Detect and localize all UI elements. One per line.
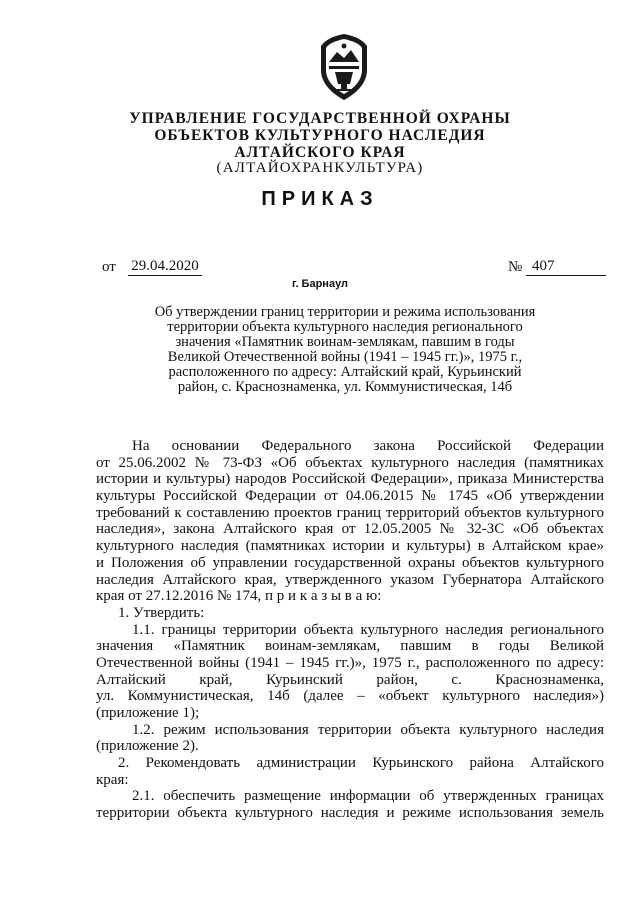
title-line: территории объекта культурного наследия регионального	[167, 319, 523, 335]
body-line: наследия Алтайского края, утвержденного указом Губернатора Алтайского	[96, 571, 604, 588]
body-line: На основании Федерального закона Российской Федерации	[132, 438, 604, 454]
body-line: 1. Утвердить:	[118, 604, 205, 621]
body-line: ул. Коммунистическая, 14б (далее – «объект культурного наследия»)	[96, 688, 604, 705]
title-line: значения «Памятник воинам-землякам, павшим в годы	[175, 334, 515, 350]
body-line: от 25.06.2002 № 73-ФЗ «Об объектах культурного наследия (памятниках	[96, 454, 604, 471]
body-line: Алтайский край, Курьинский район, с. Краснознаменка,	[96, 671, 604, 688]
body-line: Отечественной войны (1941 – 1945 гг.)», 1975 г., расположенного по адресу:	[96, 654, 604, 671]
document-title	[140, 305, 550, 395]
number-prefix: №	[508, 259, 523, 275]
body-line: истории и культуры) народов Российской Федерации», приказа Министерства	[96, 471, 604, 488]
org-name-line-1: УПРАВЛЕНИЕ ГОСУДАРСТВЕННОЙ ОХРАНЫ	[129, 110, 511, 127]
document-date: 29.04.2020	[128, 259, 202, 276]
org-name-line-3: АЛТАЙСКОГО КРАЯ	[234, 144, 406, 161]
coat-of-arms-icon	[313, 32, 375, 102]
org-short-name: (АЛТАЙОХРАНКУЛЬТУРА)	[216, 160, 424, 176]
body-line: наследия», закона Алтайского края от 12.05.2005 № 32-ЗС «Об объектах	[96, 521, 604, 538]
body-line: 1.2. режим использования территории объекта культурного наследия	[132, 721, 604, 738]
body-line: 1.1. границы территории объекта культурного наследия регионального	[132, 621, 604, 638]
title-line: Великой Отечественной войны (1941 – 1945 гг.)», 1975 г.,	[167, 349, 523, 365]
body-line: и Положения об управлении государственной охраны объектов культурного	[96, 554, 604, 571]
body-line: (приложение 1);	[96, 705, 200, 721]
document-type: ПРИКАЗ	[261, 188, 379, 210]
title-line: район, с. Краснознаменка, ул. Коммунистическая, 14б	[177, 379, 513, 395]
org-name-line-2: ОБЪЕКТОВ КУЛЬТУРНОГО НАСЛЕДИЯ	[154, 127, 486, 144]
body-line: культуры Российской Федерации от 04.06.2015 № 1745 «Об утверждении	[96, 488, 604, 505]
body-line: края:	[96, 771, 129, 788]
date-prefix: от	[102, 259, 116, 275]
document-body	[96, 438, 604, 822]
title-line: расположенного по адресу: Алтайский край, Курьинский	[168, 364, 522, 380]
body-line: (приложение 2).	[96, 738, 199, 755]
body-line: 2.1. обеспечить размещение информации об утвержденных границах	[132, 788, 604, 805]
document-number: 407	[526, 259, 606, 276]
body-line: территории объекта культурного наследия и режиме использования земель	[96, 805, 604, 822]
title-line: Об утверждении границ территории и режима использования	[154, 304, 536, 320]
body-line: края от 27.12.2016 № 174, п р и к а з ы в а ю:	[96, 588, 382, 605]
document-city: г. Барнаул	[291, 278, 349, 290]
body-line: культурного наследия (памятниках истории и культуры) в Алтайском крае»	[96, 538, 604, 555]
body-line: значения «Памятник воинам-землякам, павшим в годы Великой	[96, 638, 604, 655]
body-line: 2. Рекомендовать администрации Курьинского района Алтайского	[118, 755, 604, 772]
body-line: требований к составлению проектов границ территорий объектов культурного	[96, 504, 604, 521]
